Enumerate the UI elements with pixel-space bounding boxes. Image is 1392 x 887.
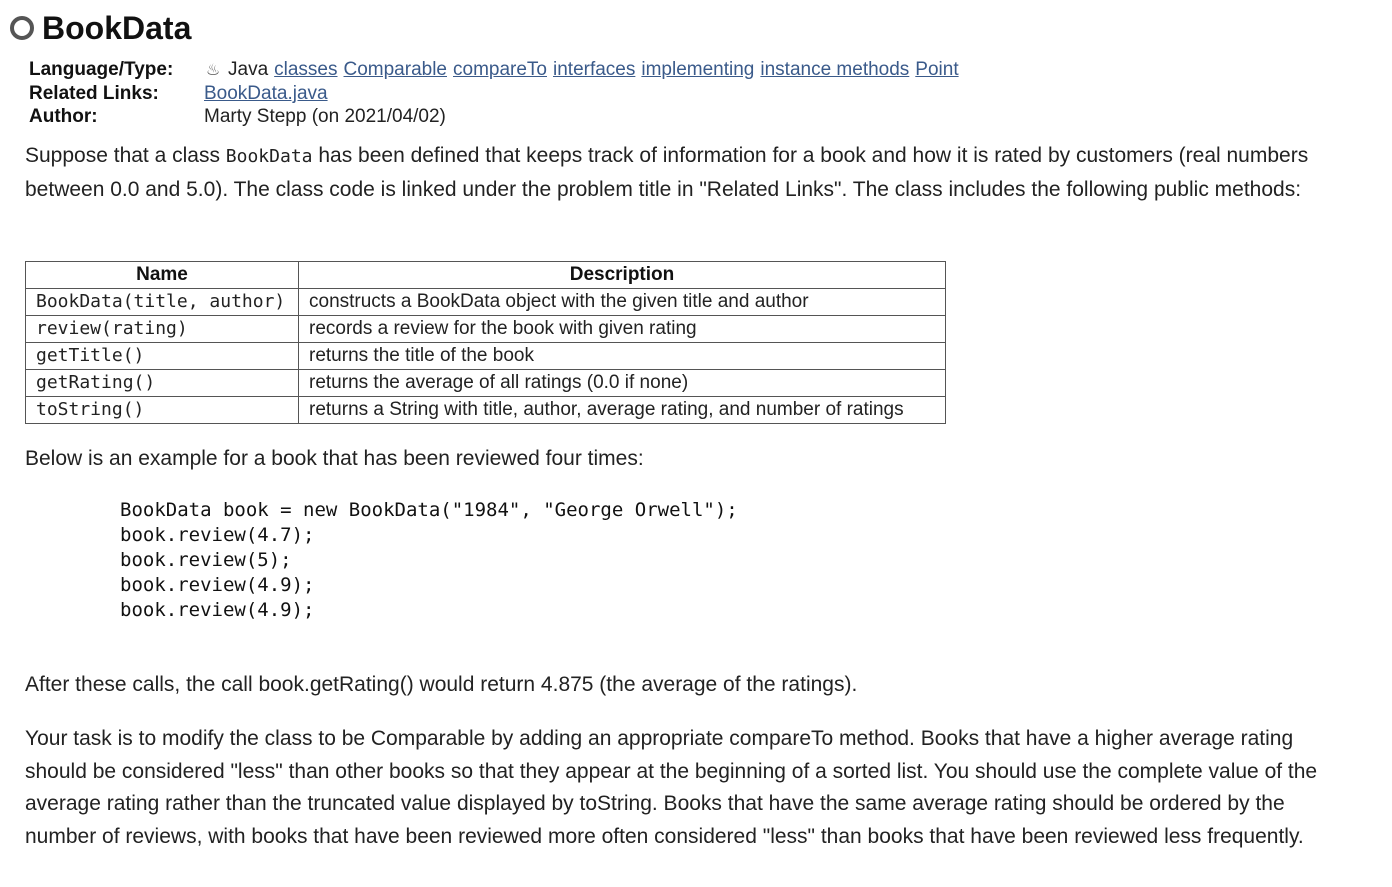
language-label: Language/Type: <box>29 59 174 80</box>
after-calls-paragraph: After these calls, the call book.getRating() would return 4.875 (the average of the ratings). <box>25 673 858 696</box>
author-value: Marty Stepp (on 2021/04/02) <box>204 106 446 127</box>
circle-icon <box>10 16 34 40</box>
example-intro: Below is an example for a book that has been reviewed four times: <box>25 447 644 470</box>
method-name: getRating() <box>26 370 299 397</box>
method-name: toString() <box>26 397 299 424</box>
intro-class-name: BookData <box>225 146 313 167</box>
method-description: records a review for the book with given rating <box>299 316 946 343</box>
tag-link-implementing[interactable]: implementing <box>641 59 755 80</box>
table-row <box>26 289 946 316</box>
intro-text-pre: Suppose that a class <box>25 144 226 167</box>
header-description: Description <box>299 262 946 289</box>
header-name: Name <box>26 262 299 289</box>
java-coffee-icon: ♨ <box>205 62 221 79</box>
language-row <box>29 58 965 82</box>
method-description: returns the title of the book <box>299 343 946 370</box>
tag-link-interfaces[interactable]: interfaces <box>553 59 636 80</box>
related-links-value <box>204 82 334 105</box>
table-row <box>26 397 946 424</box>
task-paragraph: Your task is to modify the class to be Comparable by adding an appropriate compareTo method. Books that have a higher average rating should be considered "less" than other books so that they appear at the beginning of a sorted list. You should use the complete value of the average rating rather than the truncated value displayed by toString. Books that have the same average rating should be ordered by the number of reviews, with books that have been reviewed more often considered "less" than books that have been reviewed less frequently. <box>25 727 1318 848</box>
method-name: review(rating) <box>26 316 299 343</box>
page-title: BookData <box>42 10 192 46</box>
table-row <box>26 316 946 343</box>
language-value <box>204 58 965 82</box>
tag-link-instance-methods[interactable]: instance methods <box>760 59 910 80</box>
method-description: returns a String with title, author, average rating, and number of ratings <box>299 397 946 424</box>
title-row <box>10 8 191 48</box>
problem-meta <box>29 58 965 128</box>
method-name: getTitle() <box>26 343 299 370</box>
intro-paragraph <box>25 140 1325 206</box>
methods-table <box>25 261 946 424</box>
method-name: BookData(title, author) <box>26 289 299 316</box>
tag-link-point[interactable]: Point <box>915 59 959 80</box>
method-description: constructs a BookData object with the given title and author <box>299 289 946 316</box>
language-name: Java <box>228 59 269 80</box>
author-label: Author: <box>29 106 98 127</box>
table-row <box>26 343 946 370</box>
tag-link-compareto[interactable]: compareTo <box>453 59 547 80</box>
intro-text-post: has been defined that keeps track of information for a book and how it is rated by customers (real numbers between 0.0 and 5.0). The class code is linked under the problem title in "Related Links". The class includes the following public methods: <box>25 144 1309 201</box>
code-example: BookData book = new BookData("1984", "George Orwell"); book.review(4.7); book.review(5); book.review(4.9); book.review(4.9); <box>120 499 738 621</box>
related-links-label: Related Links: <box>29 83 159 104</box>
tag-link-classes[interactable]: classes <box>274 59 338 80</box>
bookdata-java-link[interactable]: BookData.java <box>204 83 328 104</box>
tag-link-comparable[interactable]: Comparable <box>343 59 447 80</box>
table-header-row <box>26 262 946 289</box>
related-links-row <box>29 82 965 105</box>
author-row <box>29 105 965 128</box>
table-row <box>26 370 946 397</box>
method-description: returns the average of all ratings (0.0 if none) <box>299 370 946 397</box>
